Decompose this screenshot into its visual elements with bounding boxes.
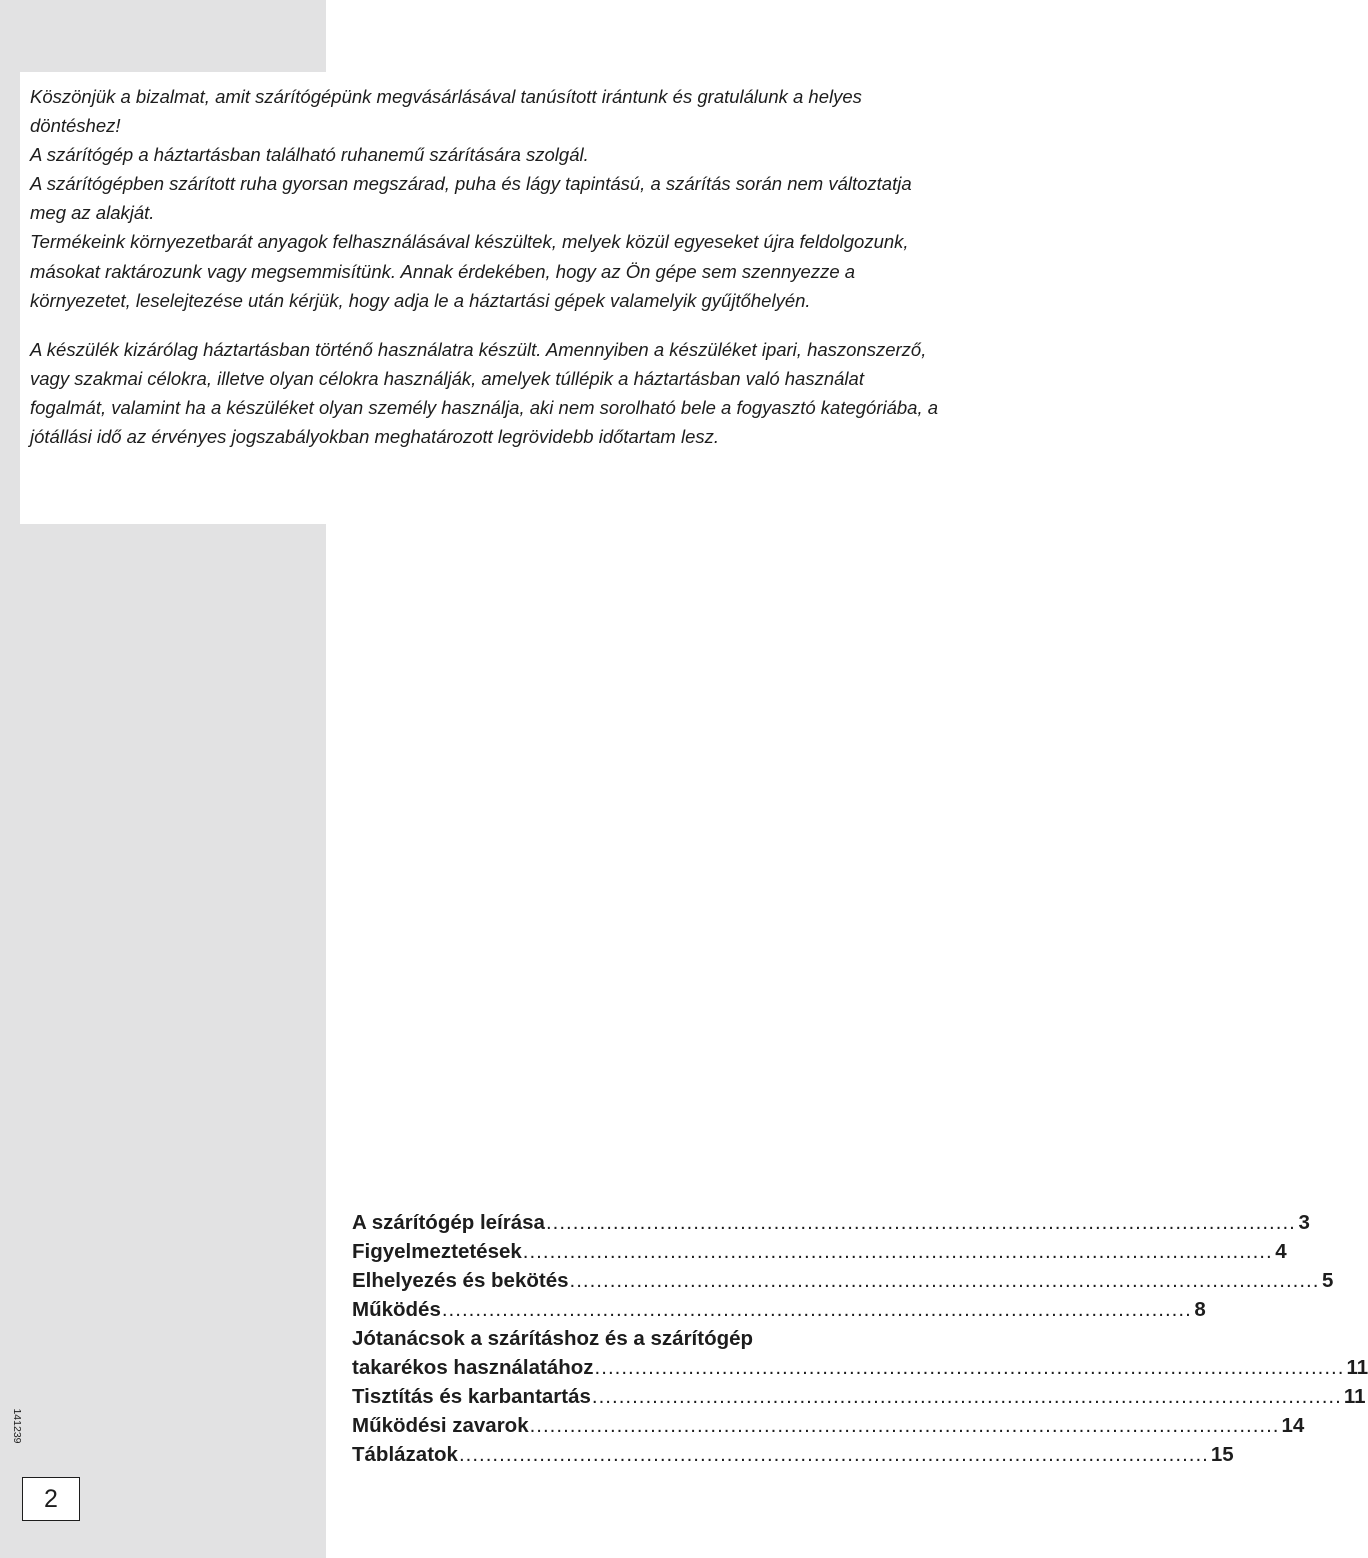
toc-entry[interactable] bbox=[352, 1353, 1368, 1382]
intro-paragraph-household-use: A készülék kizárólag háztartásban történő használatra készült. Amennyiben a készüléket ipari, haszonszerző, vagy szakmai célokra, illetve olyan célokra használják, amelyek túllépik a háztartásban való használat fogalmát, valamint ha a készüléket olyan személy használja, aki nem sorolható bele a fogyasztó kategóriába, a jótállási idő az érvényes jogszabályokban meghatározott legrövidebb időtartam lesz. bbox=[30, 338, 939, 448]
toc-entry-title: Jótanácsok a szárításhoz és a szárítógép bbox=[352, 1327, 754, 1350]
toc-entry[interactable] bbox=[352, 1266, 1334, 1295]
toc-leader-dots: ................................................................................................................ bbox=[545, 1211, 1296, 1234]
toc-entry-title: A szárítógép leírása bbox=[352, 1211, 545, 1234]
toc-entry-page: 3 bbox=[1298, 1211, 1310, 1234]
intro-paragraph-environment: Termékeink környezetbarát anyagok felhasználásával készültek, melyek közül egyeseket újra feldolgozunk, másokat raktározunk vagy megsemmisítünk. Annak érdekében, hogy az Ön gépe sem szennyezze a környezetet, leselejtezése után kérjük, hogy adja le a háztartási gépek valamelyik gyűjtőhelyén. bbox=[30, 231, 909, 311]
toc-entry[interactable] bbox=[352, 1237, 1287, 1266]
toc-entry[interactable] bbox=[352, 1382, 1366, 1411]
document-code: 141239 bbox=[11, 1408, 23, 1444]
toc-entry-page: 11 bbox=[1343, 1385, 1366, 1408]
toc-entry-page: 4 bbox=[1275, 1240, 1287, 1263]
toc-entry[interactable] bbox=[352, 1295, 1206, 1324]
toc-leader-dots: ................................................................................................................ bbox=[594, 1356, 1345, 1379]
intro-paragraph-purpose: A szárítógép a háztartásban található ruhanemű szárítására szolgál. bbox=[30, 144, 589, 166]
toc-entry-title: Táblázatok bbox=[352, 1443, 458, 1466]
toc-entry-page: 11 bbox=[1346, 1356, 1368, 1379]
toc-entry-title: Figyelmeztetések bbox=[352, 1240, 522, 1263]
toc-entry-continued[interactable] bbox=[352, 1324, 956, 1353]
toc-entry[interactable] bbox=[352, 1208, 1310, 1237]
intro-paragraph-drying: A szárítógépben szárított ruha gyorsan megszárad, puha és lágy tapintású, a szárítás során nem változtatja meg az alakját. bbox=[30, 173, 912, 224]
toc-entry-title: Elhelyezés és bekötés bbox=[352, 1269, 569, 1292]
toc-leader-dots: ................................................................................................................ bbox=[458, 1443, 1209, 1466]
toc-entry-page: 14 bbox=[1281, 1414, 1305, 1437]
intro-paragraph-thanks: Köszönjük a bizalmat, amit szárítógépünk megvásárlásával tanúsított irántunk és gratulálunk a helyes döntéshez! bbox=[30, 86, 862, 137]
toc-entry-title: takarékos használatához bbox=[352, 1356, 594, 1379]
table-of-contents bbox=[352, 1208, 1368, 1469]
toc-entry-title: Működési zavarok bbox=[352, 1414, 529, 1437]
toc-leader-dots: ................................................................................................................ bbox=[529, 1414, 1280, 1437]
toc-leader-dots: ................................................................................................................ bbox=[569, 1269, 1320, 1292]
toc-entry[interactable] bbox=[352, 1411, 1305, 1440]
toc-entry-page: 15 bbox=[1210, 1443, 1234, 1466]
toc-leader-dots: ................................................................................................................ bbox=[522, 1240, 1273, 1263]
intro-text bbox=[30, 82, 945, 451]
toc-leader-dots: ................................................................................................................ bbox=[591, 1385, 1342, 1408]
toc-entry-title: Működés bbox=[352, 1298, 441, 1321]
toc-entry-page: 8 bbox=[1194, 1298, 1206, 1321]
page-number: 2 bbox=[22, 1477, 80, 1521]
toc-leader-dots: ................................................................................................................ bbox=[441, 1298, 1192, 1321]
toc-entry-title: Tisztítás és karbantartás bbox=[352, 1385, 591, 1408]
toc-entry[interactable] bbox=[352, 1440, 1234, 1469]
toc-entry-page: 5 bbox=[1322, 1269, 1334, 1292]
